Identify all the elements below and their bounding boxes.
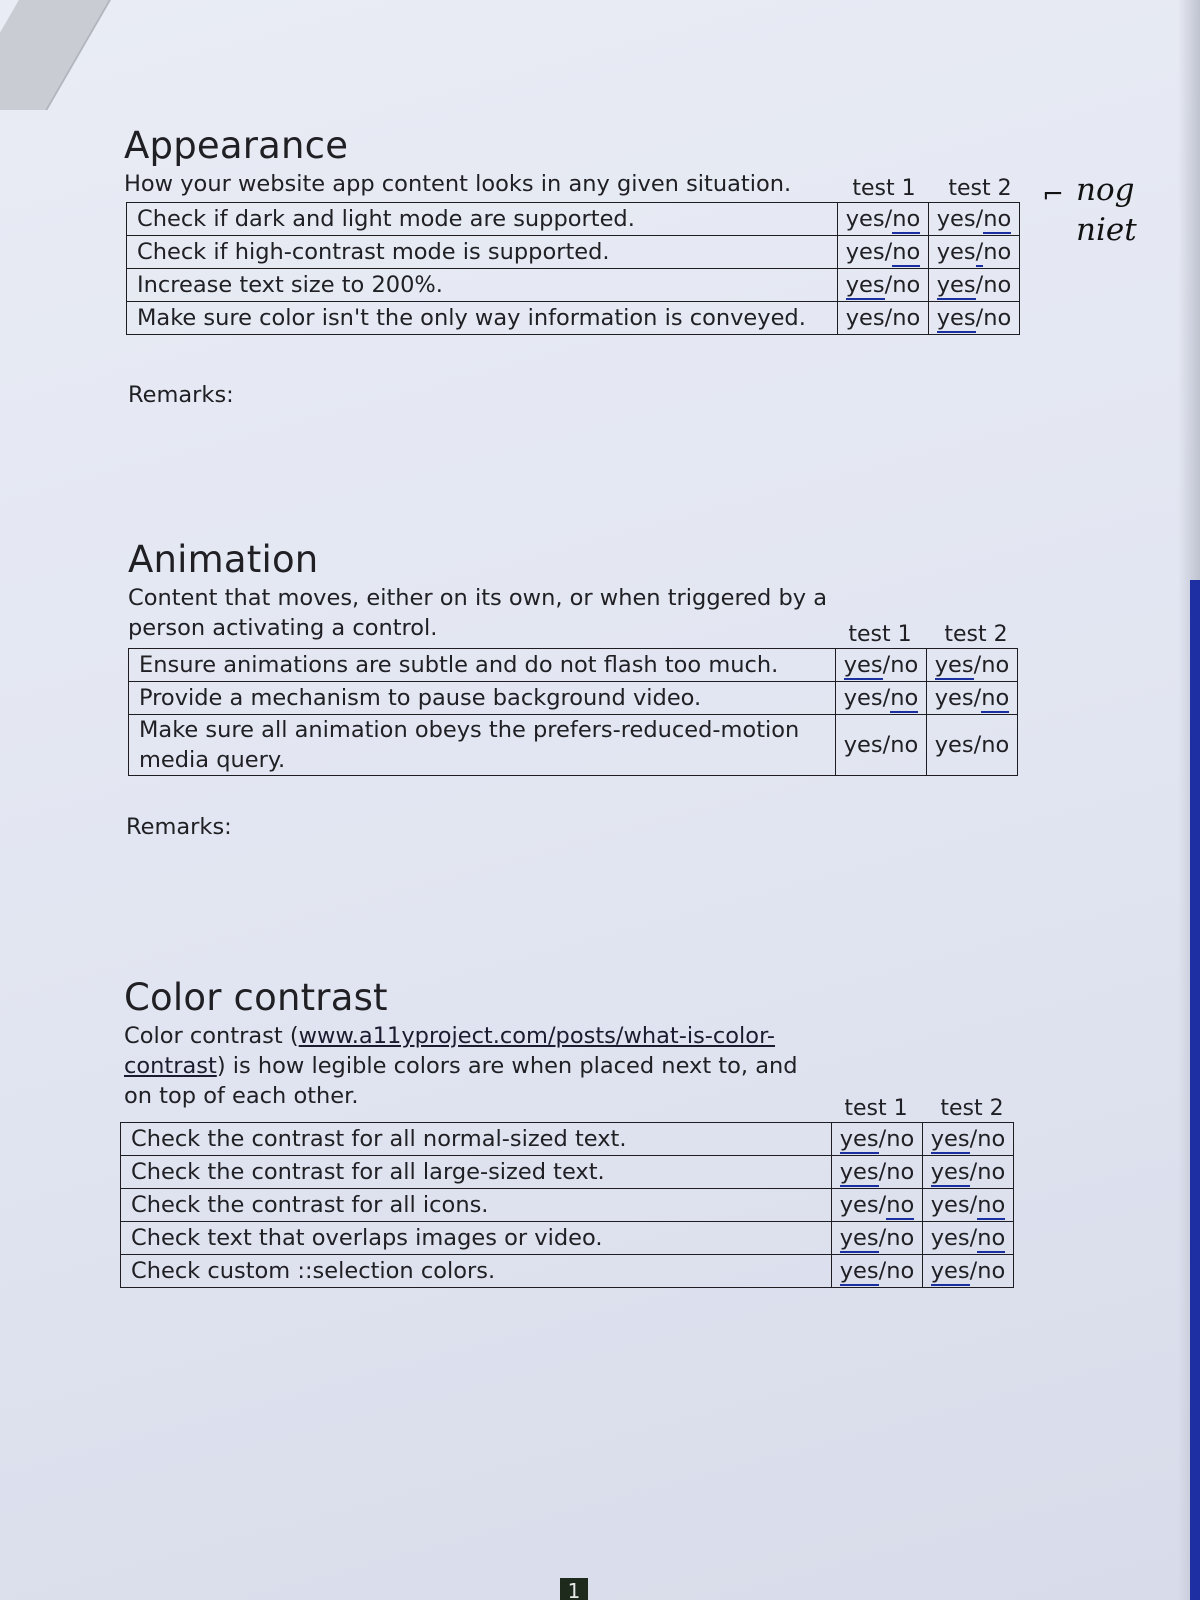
test1-answer[interactable]	[836, 682, 927, 715]
test2-answer[interactable]	[923, 1156, 1014, 1189]
answer-separator: /	[882, 685, 891, 711]
answer-separator: /	[878, 1126, 887, 1152]
answer-yes: yes	[930, 1159, 970, 1185]
checklist-table-color-contrast	[120, 1122, 1014, 1288]
table-row	[127, 269, 1020, 302]
test2-answer[interactable]	[923, 1189, 1014, 1222]
answer-yes: yes	[843, 732, 883, 758]
section-description	[124, 1021, 824, 1111]
test-headers	[836, 176, 1028, 201]
answer-separator: /	[975, 305, 984, 331]
description-suffix: ) is how legible colors are when placed next to, and on top of each other.	[124, 1053, 798, 1109]
check-item: Check text that overlaps images or video.	[121, 1222, 832, 1255]
answer-separator: /	[969, 1225, 978, 1251]
remarks-label: Remarks:	[128, 382, 234, 408]
answer-separator: /	[969, 1126, 978, 1152]
check-item: Provide a mechanism to pause background video.	[129, 682, 836, 715]
remarks-label: Remarks:	[126, 814, 232, 840]
handwritten-line-2: niet	[1076, 212, 1137, 248]
answer-no: no	[890, 685, 919, 711]
checklist-table-appearance	[126, 202, 1020, 335]
check-item: Make sure color isn't the only way information is conveyed.	[127, 302, 838, 335]
check-item: Ensure animations are subtle and do not flash too much.	[129, 649, 836, 682]
test2-answer[interactable]	[929, 302, 1020, 335]
answer-separator: /	[975, 206, 984, 232]
answer-yes: yes	[839, 1126, 879, 1152]
answer-separator: /	[973, 652, 982, 678]
test2-header: test 2	[940, 1096, 1004, 1121]
test-headers	[828, 1096, 1020, 1121]
answer-no: no	[983, 305, 1012, 331]
answer-yes: yes	[843, 685, 883, 711]
test2-answer[interactable]	[923, 1123, 1014, 1156]
section-title: Color contrast	[124, 976, 388, 1019]
answer-yes: yes	[936, 206, 976, 232]
table-row	[121, 1255, 1014, 1288]
answer-no: no	[892, 206, 921, 232]
answer-no: no	[892, 272, 921, 298]
table-row	[129, 715, 1018, 776]
table-row	[127, 236, 1020, 269]
test1-header: test 1	[844, 1096, 908, 1121]
answer-yes: yes	[839, 1225, 879, 1251]
test1-answer[interactable]	[838, 203, 929, 236]
answer-yes: yes	[936, 239, 976, 265]
answer-separator: /	[884, 206, 893, 232]
background-blue-edge	[1190, 580, 1200, 1600]
answer-separator: /	[884, 305, 893, 331]
table-row	[121, 1222, 1014, 1255]
answer-no: no	[977, 1159, 1006, 1185]
answer-yes: yes	[839, 1258, 879, 1284]
answer-separator: /	[878, 1192, 887, 1218]
a11y-project-link[interactable]: www.a11yproject.com/posts/what-is-color-contrast	[124, 1023, 776, 1079]
answer-separator: /	[882, 732, 891, 758]
answer-yes: yes	[934, 732, 974, 758]
answer-no: no	[892, 239, 921, 265]
checklist-table-animation	[128, 648, 1018, 776]
table-row	[127, 302, 1020, 335]
answer-no: no	[977, 1258, 1006, 1284]
answer-yes: yes	[839, 1192, 879, 1218]
answer-yes: yes	[843, 652, 883, 678]
check-item: Increase text size to 200%.	[127, 269, 838, 302]
answer-separator: /	[975, 239, 984, 265]
answer-no: no	[886, 1225, 915, 1251]
test1-answer[interactable]	[836, 715, 927, 776]
answer-yes: yes	[930, 1225, 970, 1251]
section-animation	[128, 538, 828, 643]
answer-yes: yes	[839, 1159, 879, 1185]
answer-no: no	[890, 652, 919, 678]
answer-separator: /	[878, 1159, 887, 1185]
answer-no: no	[981, 685, 1010, 711]
answer-yes: yes	[936, 272, 976, 298]
test1-answer[interactable]	[832, 1156, 923, 1189]
section-title: Animation	[128, 538, 319, 581]
check-item: Check the contrast for all large-sized text.	[121, 1156, 832, 1189]
answer-yes: yes	[934, 685, 974, 711]
test1-answer[interactable]	[836, 649, 927, 682]
answer-separator: /	[969, 1258, 978, 1284]
answer-yes: yes	[845, 206, 885, 232]
test1-answer[interactable]	[838, 236, 929, 269]
table-row	[129, 682, 1018, 715]
answer-yes: yes	[936, 305, 976, 331]
answer-no: no	[977, 1192, 1006, 1218]
handwritten-line-1: nog	[1076, 172, 1135, 208]
description-prefix: Color contrast (	[124, 1023, 299, 1049]
table-row	[129, 649, 1018, 682]
answer-separator: /	[969, 1192, 978, 1218]
table-row	[121, 1156, 1014, 1189]
test1-header: test 1	[852, 176, 916, 201]
answer-no: no	[983, 272, 1012, 298]
answer-no: no	[981, 732, 1010, 758]
answer-yes: yes	[845, 272, 885, 298]
check-item: Make sure all animation obeys the prefers-reduced-motion media query.	[129, 715, 836, 776]
answer-separator: /	[884, 239, 893, 265]
test2-answer[interactable]	[929, 269, 1020, 302]
section-appearance	[124, 124, 844, 199]
answer-separator: /	[973, 732, 982, 758]
test2-header: test 2	[944, 622, 1008, 647]
test2-header: test 2	[948, 176, 1012, 201]
test2-answer[interactable]	[927, 649, 1018, 682]
table-row	[127, 203, 1020, 236]
section-color-contrast	[124, 976, 824, 1111]
answer-yes: yes	[930, 1126, 970, 1152]
test1-answer[interactable]	[838, 269, 929, 302]
test2-answer[interactable]	[923, 1255, 1014, 1288]
answer-separator: /	[882, 652, 891, 678]
test1-answer[interactable]	[832, 1123, 923, 1156]
answer-yes: yes	[930, 1258, 970, 1284]
check-item: Check the contrast for all icons.	[121, 1189, 832, 1222]
test1-answer[interactable]	[832, 1222, 923, 1255]
test2-answer[interactable]	[927, 715, 1018, 776]
test1-answer[interactable]	[832, 1255, 923, 1288]
test2-answer[interactable]	[923, 1222, 1014, 1255]
table-row	[121, 1123, 1014, 1156]
answer-yes: yes	[930, 1192, 970, 1218]
check-item: Check the contrast for all normal-sized text.	[121, 1123, 832, 1156]
answer-no: no	[977, 1225, 1006, 1251]
test1-header: test 1	[848, 622, 912, 647]
answer-no: no	[886, 1126, 915, 1152]
check-item: Check if dark and light mode are supported.	[127, 203, 838, 236]
test2-answer[interactable]	[929, 236, 1020, 269]
answer-separator: /	[969, 1159, 978, 1185]
answer-yes: yes	[845, 305, 885, 331]
test2-answer[interactable]	[929, 203, 1020, 236]
answer-no: no	[892, 305, 921, 331]
answer-separator: /	[973, 685, 982, 711]
section-description: Content that moves, either on its own, or when triggered by a person activating a control.	[128, 585, 828, 641]
answer-separator: /	[878, 1258, 887, 1284]
check-item: Check if high-contrast mode is supported.	[127, 236, 838, 269]
answer-yes: yes	[845, 239, 885, 265]
answer-no: no	[983, 206, 1012, 232]
table-row	[121, 1189, 1014, 1222]
test-headers	[832, 622, 1024, 647]
answer-separator: /	[884, 272, 893, 298]
section-description: How your website app content looks in any given situation.	[124, 171, 792, 197]
answer-separator: /	[878, 1225, 887, 1251]
answer-no: no	[886, 1159, 915, 1185]
test2-answer[interactable]	[927, 682, 1018, 715]
answer-yes: yes	[934, 652, 974, 678]
section-title: Appearance	[124, 124, 349, 167]
test1-answer[interactable]	[832, 1189, 923, 1222]
answer-no: no	[983, 239, 1012, 265]
answer-no: no	[886, 1258, 915, 1284]
answer-no: no	[886, 1192, 915, 1218]
answer-no: no	[890, 732, 919, 758]
page-fold-corner	[0, 0, 117, 110]
answer-no: no	[981, 652, 1010, 678]
arrow-mark-icon: ⌐	[1042, 180, 1064, 210]
check-item: Check custom ::selection colors.	[121, 1255, 832, 1288]
test1-answer[interactable]	[838, 302, 929, 335]
answer-separator: /	[975, 272, 984, 298]
page-number: 1	[560, 1578, 588, 1600]
answer-no: no	[977, 1126, 1006, 1152]
